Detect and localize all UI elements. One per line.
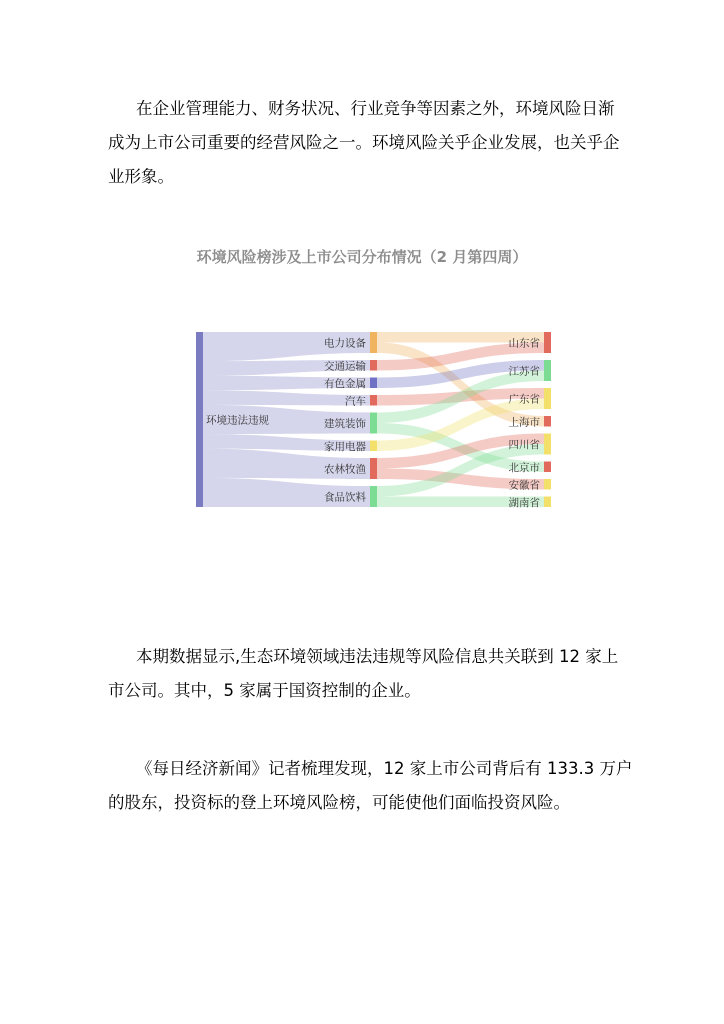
text-line: 在企业管理能力、财务状况、行业竞争等因素之外，环境风险日渐 <box>136 99 615 118</box>
sankey-label-region: 北京市 <box>508 461 540 474</box>
sankey-label-region: 广东省 <box>508 393 540 406</box>
sankey-label-region: 湖南省 <box>508 496 540 509</box>
sankey-label-region: 江苏省 <box>508 365 540 378</box>
sankey-node-region <box>544 416 551 427</box>
text-line: 本期数据显示,生态环境领域违法违规等风险信息共关联到 12 家上 <box>136 647 619 666</box>
sankey-label-industry: 建筑装饰 <box>324 418 366 430</box>
findings-paragraph <box>108 752 633 820</box>
sankey-label-industry: 家用电器 <box>324 440 366 453</box>
sankey-label-industry: 农林牧渔 <box>324 463 366 476</box>
sankey-node-region <box>544 462 551 473</box>
sankey-node-region <box>544 332 551 353</box>
sankey-node-industry <box>370 441 377 452</box>
sankey-node-industry <box>370 378 377 389</box>
sankey-label-region: 安徽省 <box>508 479 540 492</box>
sankey-label-source: 环境违法违规 <box>206 414 269 427</box>
sankey-node-industry <box>370 486 377 507</box>
data-paragraph <box>108 640 628 708</box>
text-line: 成为上市公司重要的经营风险之一。环境风险关乎企业发展，也关乎企 <box>108 133 620 152</box>
sankey-node-region <box>544 434 551 455</box>
sankey-node-source <box>196 332 203 507</box>
sankey-node-region <box>544 360 551 381</box>
sankey-label-region: 山东省 <box>508 337 540 350</box>
sankey-label-industry: 汽车 <box>345 395 366 408</box>
text-line: 业形象。 <box>108 167 174 186</box>
sankey-node-industry <box>370 360 377 371</box>
sankey-node-industry <box>370 332 377 353</box>
chart-title: 环境风险榜涉及上市公司分布情况（2 月第四周） <box>196 248 528 266</box>
text-line: 市公司。其中，5 家属于国资控制的企业。 <box>108 681 421 700</box>
sankey-label-industry: 有色金属 <box>324 377 366 390</box>
intro-paragraph <box>108 92 628 194</box>
sankey-node-industry <box>370 413 377 434</box>
sankey-label-industry: 电力设备 <box>324 337 366 350</box>
sankey-chart <box>185 318 565 588</box>
sankey-label-industry: 交通运输 <box>324 360 366 373</box>
sankey-node-region <box>544 497 551 508</box>
text-line: 的股东，投资标的登上环境风险榜，可能使他们面临投资风险。 <box>108 793 570 812</box>
sankey-node-region <box>544 388 551 409</box>
sankey-label-region: 四川省 <box>508 439 540 451</box>
sankey-node-industry <box>370 395 377 406</box>
text-line: 《每日经济新闻》记者梳理发现，12 家上市公司背后有 133.3 万户 <box>136 759 633 778</box>
sankey-label-industry: 食品饮料 <box>324 491 366 504</box>
sankey-node-industry <box>370 458 377 479</box>
sankey-label-region: 上海市 <box>508 416 540 429</box>
sankey-node-region <box>544 479 551 490</box>
